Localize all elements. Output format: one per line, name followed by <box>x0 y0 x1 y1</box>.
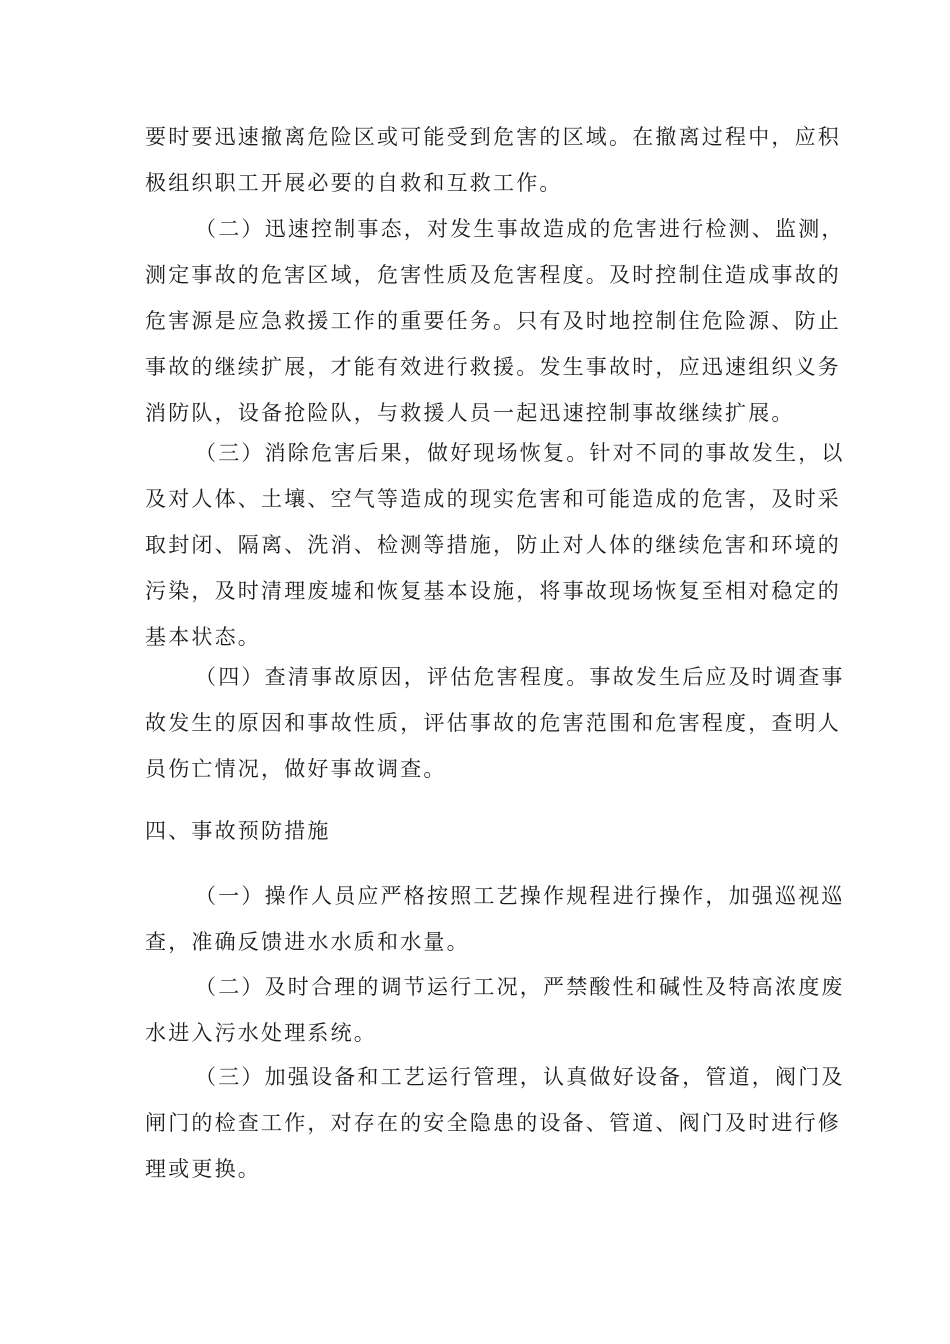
text-line: 闸门的检查工作，对存在的安全隐患的设备、管道、阀门及时进行修 <box>145 1111 841 1135</box>
text-line: （三）消除危害后果，做好现场恢复。针对不同的事故发生，以 <box>195 441 845 465</box>
text-line: 及对人体、土壤、空气等造成的现实危害和可能造成的危害，及时采 <box>145 487 841 511</box>
text-line: 污染，及时清理废墟和恢复基本设施，将事故现场恢复至相对稳定的 <box>145 579 841 603</box>
section-heading: 四、事故预防措施 <box>145 819 331 843</box>
text-line: 要时要迅速撤离危险区或可能受到危害的区域。在撤离过程中，应积 <box>145 125 841 149</box>
text-line: 危害源是应急救援工作的重要任务。只有及时地控制住危险源、防止 <box>145 309 841 333</box>
text-line: 理或更换。 <box>145 1157 261 1181</box>
text-line: 故发生的原因和事故性质，评估事故的危害范围和危害程度，查明人 <box>145 711 841 735</box>
text-line: 消防队，设备抢险队，与救援人员一起迅速控制事故继续扩展。 <box>145 401 795 425</box>
paragraph-evacuation-continued <box>145 114 841 206</box>
text-line: （二）迅速控制事态，对发生事故造成的危害进行检测、监测， <box>195 217 845 241</box>
text-line: 取封闭、隔离、洗消、检测等措施，防止对人体的继续危害和环境的 <box>145 533 841 557</box>
text-line: 测定事故的危害区域，危害性质及危害程度。及时控制住造成事故的 <box>145 263 841 287</box>
text-line: 基本状态。 <box>145 625 261 649</box>
paragraph-prevention-3 <box>145 1054 845 1192</box>
text-line: 极组织职工开展必要的自救和互救工作。 <box>145 171 563 195</box>
text-line: （二）及时合理的调节运行工况，严禁酸性和碱性及特高浓度废 <box>195 975 845 999</box>
paragraph-prevention-1 <box>145 873 845 965</box>
text-line: （三）加强设备和工艺运行管理，认真做好设备，管道，阀门及 <box>195 1065 845 1089</box>
text-line: （一）操作人员应严格按照工艺操作规程进行操作，加强巡视巡 <box>195 884 845 908</box>
paragraph-prevention-2 <box>145 964 845 1056</box>
text-line: 查，准确反馈进水水质和水量。 <box>145 930 470 954</box>
paragraph-control-situation <box>145 206 845 436</box>
paragraph-eliminate-hazards <box>145 430 845 660</box>
text-line: 水进入污水处理系统。 <box>145 1021 377 1045</box>
text-line: 事故的继续扩展，才能有效进行救援。发生事故时，应迅速组织义务 <box>145 355 841 379</box>
text-line: 员伤亡情况，做好事故调查。 <box>145 757 447 781</box>
text-line: （四）查清事故原因，评估危害程度。事故发生后应及时调查事 <box>195 665 845 689</box>
paragraph-investigate-cause <box>145 654 845 792</box>
